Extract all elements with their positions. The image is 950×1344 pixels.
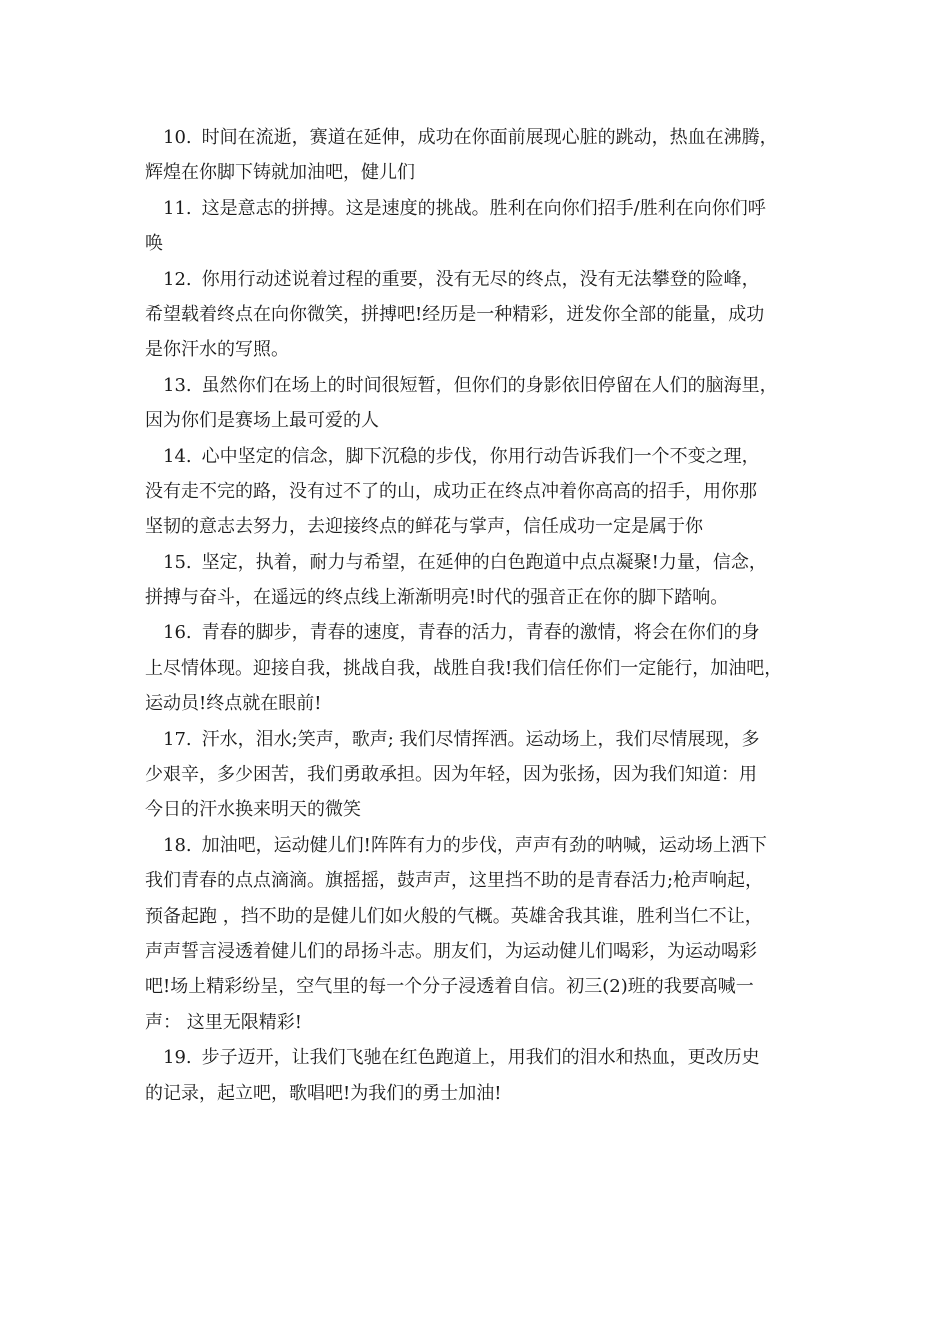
paragraph-number: 18. <box>163 834 192 856</box>
line-text: 上尽情体现。迎接自我，挑战自我，战胜自我!我们信任你们一定能行，加油吧， <box>145 657 783 679</box>
paragraph-number: 10. <box>163 127 192 148</box>
line-text: 运动员!终点就在眼前! <box>145 693 322 715</box>
paragraph-first-line <box>145 722 815 757</box>
line-text: 我们青春的点点滴滴。旗摇摇，鼓声声，这里挡不助的是青春活力;枪声响起， <box>145 870 764 892</box>
paragraph-12 <box>145 262 815 368</box>
paragraph-first-line <box>145 439 815 474</box>
line-text: 辉煌在你脚下铸就加油吧，健儿们 <box>145 162 415 184</box>
paragraph-first-line <box>145 828 815 863</box>
line-text: 少艰辛，多少困苦，我们勇敢承担。因为年轻，因为张扬，因为我们知道：用 <box>145 764 757 786</box>
line-text: 希望载着终点在向你微笑，拼搏吧!经历是一种精彩，迸发你全部的能量，成功 <box>145 303 765 325</box>
paragraph-number: 16. <box>163 622 192 644</box>
paragraph-18 <box>145 828 815 1040</box>
paragraph-number: 19. <box>163 1047 192 1069</box>
line-text: 坚定，执着，耐力与希望，在延伸的白色跑道中点点凝聚!力量，信念， <box>201 551 767 573</box>
line-text: 唤 <box>145 233 163 255</box>
line-text: 心中坚定的信念，脚下沉稳的步伐，你用行动告诉我们一个不变之理， <box>201 445 760 467</box>
paragraph-17 <box>145 722 815 828</box>
line-text: 预备起跑 ，挡不助的是健儿们如火般的气概。英雄舍我其谁，胜利当仁不让， <box>145 905 763 927</box>
line-text: 拼搏与奋斗，在遥远的终点线上渐渐明亮!时代的强音正在你的脚下踏响。 <box>145 587 729 609</box>
paragraph-first-line <box>145 1040 815 1075</box>
paragraph-number: 11. <box>163 197 192 219</box>
paragraph-16 <box>145 615 815 721</box>
paragraph-first-line <box>145 368 815 403</box>
line-text: 坚韧的意志去努力，去迎接终点的鲜花与掌声，信任成功一定是属于你 <box>145 516 703 538</box>
line-text: 没有走不完的路，没有过不了的山，成功正在终点冲着你高高的招手，用你那 <box>145 480 757 502</box>
line-text: 声声誓言浸透着健儿们的昂扬斗志。朋友们，为运动健儿们喝彩，为运动喝彩 <box>145 940 757 962</box>
paragraph-10 <box>145 120 815 191</box>
paragraph-number: 15. <box>163 551 192 573</box>
paragraph-19 <box>145 1040 815 1111</box>
paragraph-first-line <box>145 191 815 226</box>
paragraph-11 <box>145 191 815 262</box>
line-text: 虽然你们在场上的时间很短暂，但你们的身影依旧停留在人们的脑海里， <box>201 374 778 396</box>
document-body <box>145 120 815 1111</box>
line-text: 你用行动述说着过程的重要，没有无尽的终点，没有无法攀登的险峰， <box>201 268 760 290</box>
paragraph-number: 17. <box>163 728 192 750</box>
line-text: 今日的汗水换来明天的微笑 <box>145 799 361 821</box>
line-text: 因为你们是赛场上最可爱的人 <box>145 410 379 432</box>
paragraph-13 <box>145 368 815 439</box>
paragraph-number: 13. <box>163 374 192 396</box>
line-text: 时间在流逝，赛道在延伸，成功在你面前展现心脏的跳动，热血在沸腾， <box>201 127 778 148</box>
line-text: 这是意志的拼搏。这是速度的挑战。胜利在向你们招手/胜利在向你们呼 <box>201 197 766 219</box>
line-text: 吧!场上精彩纷呈，空气里的每一个分子浸透着自信。初三(2)班的我要高喊一 <box>145 976 754 998</box>
paragraph-number: 14. <box>163 445 192 467</box>
paragraph-14 <box>145 439 815 545</box>
paragraph-first-line <box>145 615 815 650</box>
line-text: 声： 这里无限精彩! <box>145 1011 302 1033</box>
line-text: 汗水，泪水;笑声，歌声; 我们尽情挥洒。运动场上，我们尽情展现，多 <box>201 728 760 750</box>
paragraph-number: 12. <box>163 268 192 290</box>
paragraph-first-line <box>145 120 815 155</box>
paragraph-first-line <box>145 545 815 580</box>
line-text: 的记录，起立吧，歌唱吧!为我们的勇士加油! <box>145 1082 502 1104</box>
paragraph-first-line <box>145 262 815 297</box>
line-text: 是你汗水的写照。 <box>145 339 289 361</box>
line-text: 步子迈开，让我们飞驰在红色跑道上，用我们的泪水和热血，更改历史 <box>201 1047 760 1069</box>
line-text: 加油吧，运动健儿们!阵阵有力的步伐，声声有劲的呐喊，运动场上洒下 <box>201 834 767 856</box>
line-text: 青春的脚步，青春的速度，青春的活力，青春的激情，将会在你们的身 <box>201 622 760 644</box>
paragraph-15 <box>145 545 815 616</box>
